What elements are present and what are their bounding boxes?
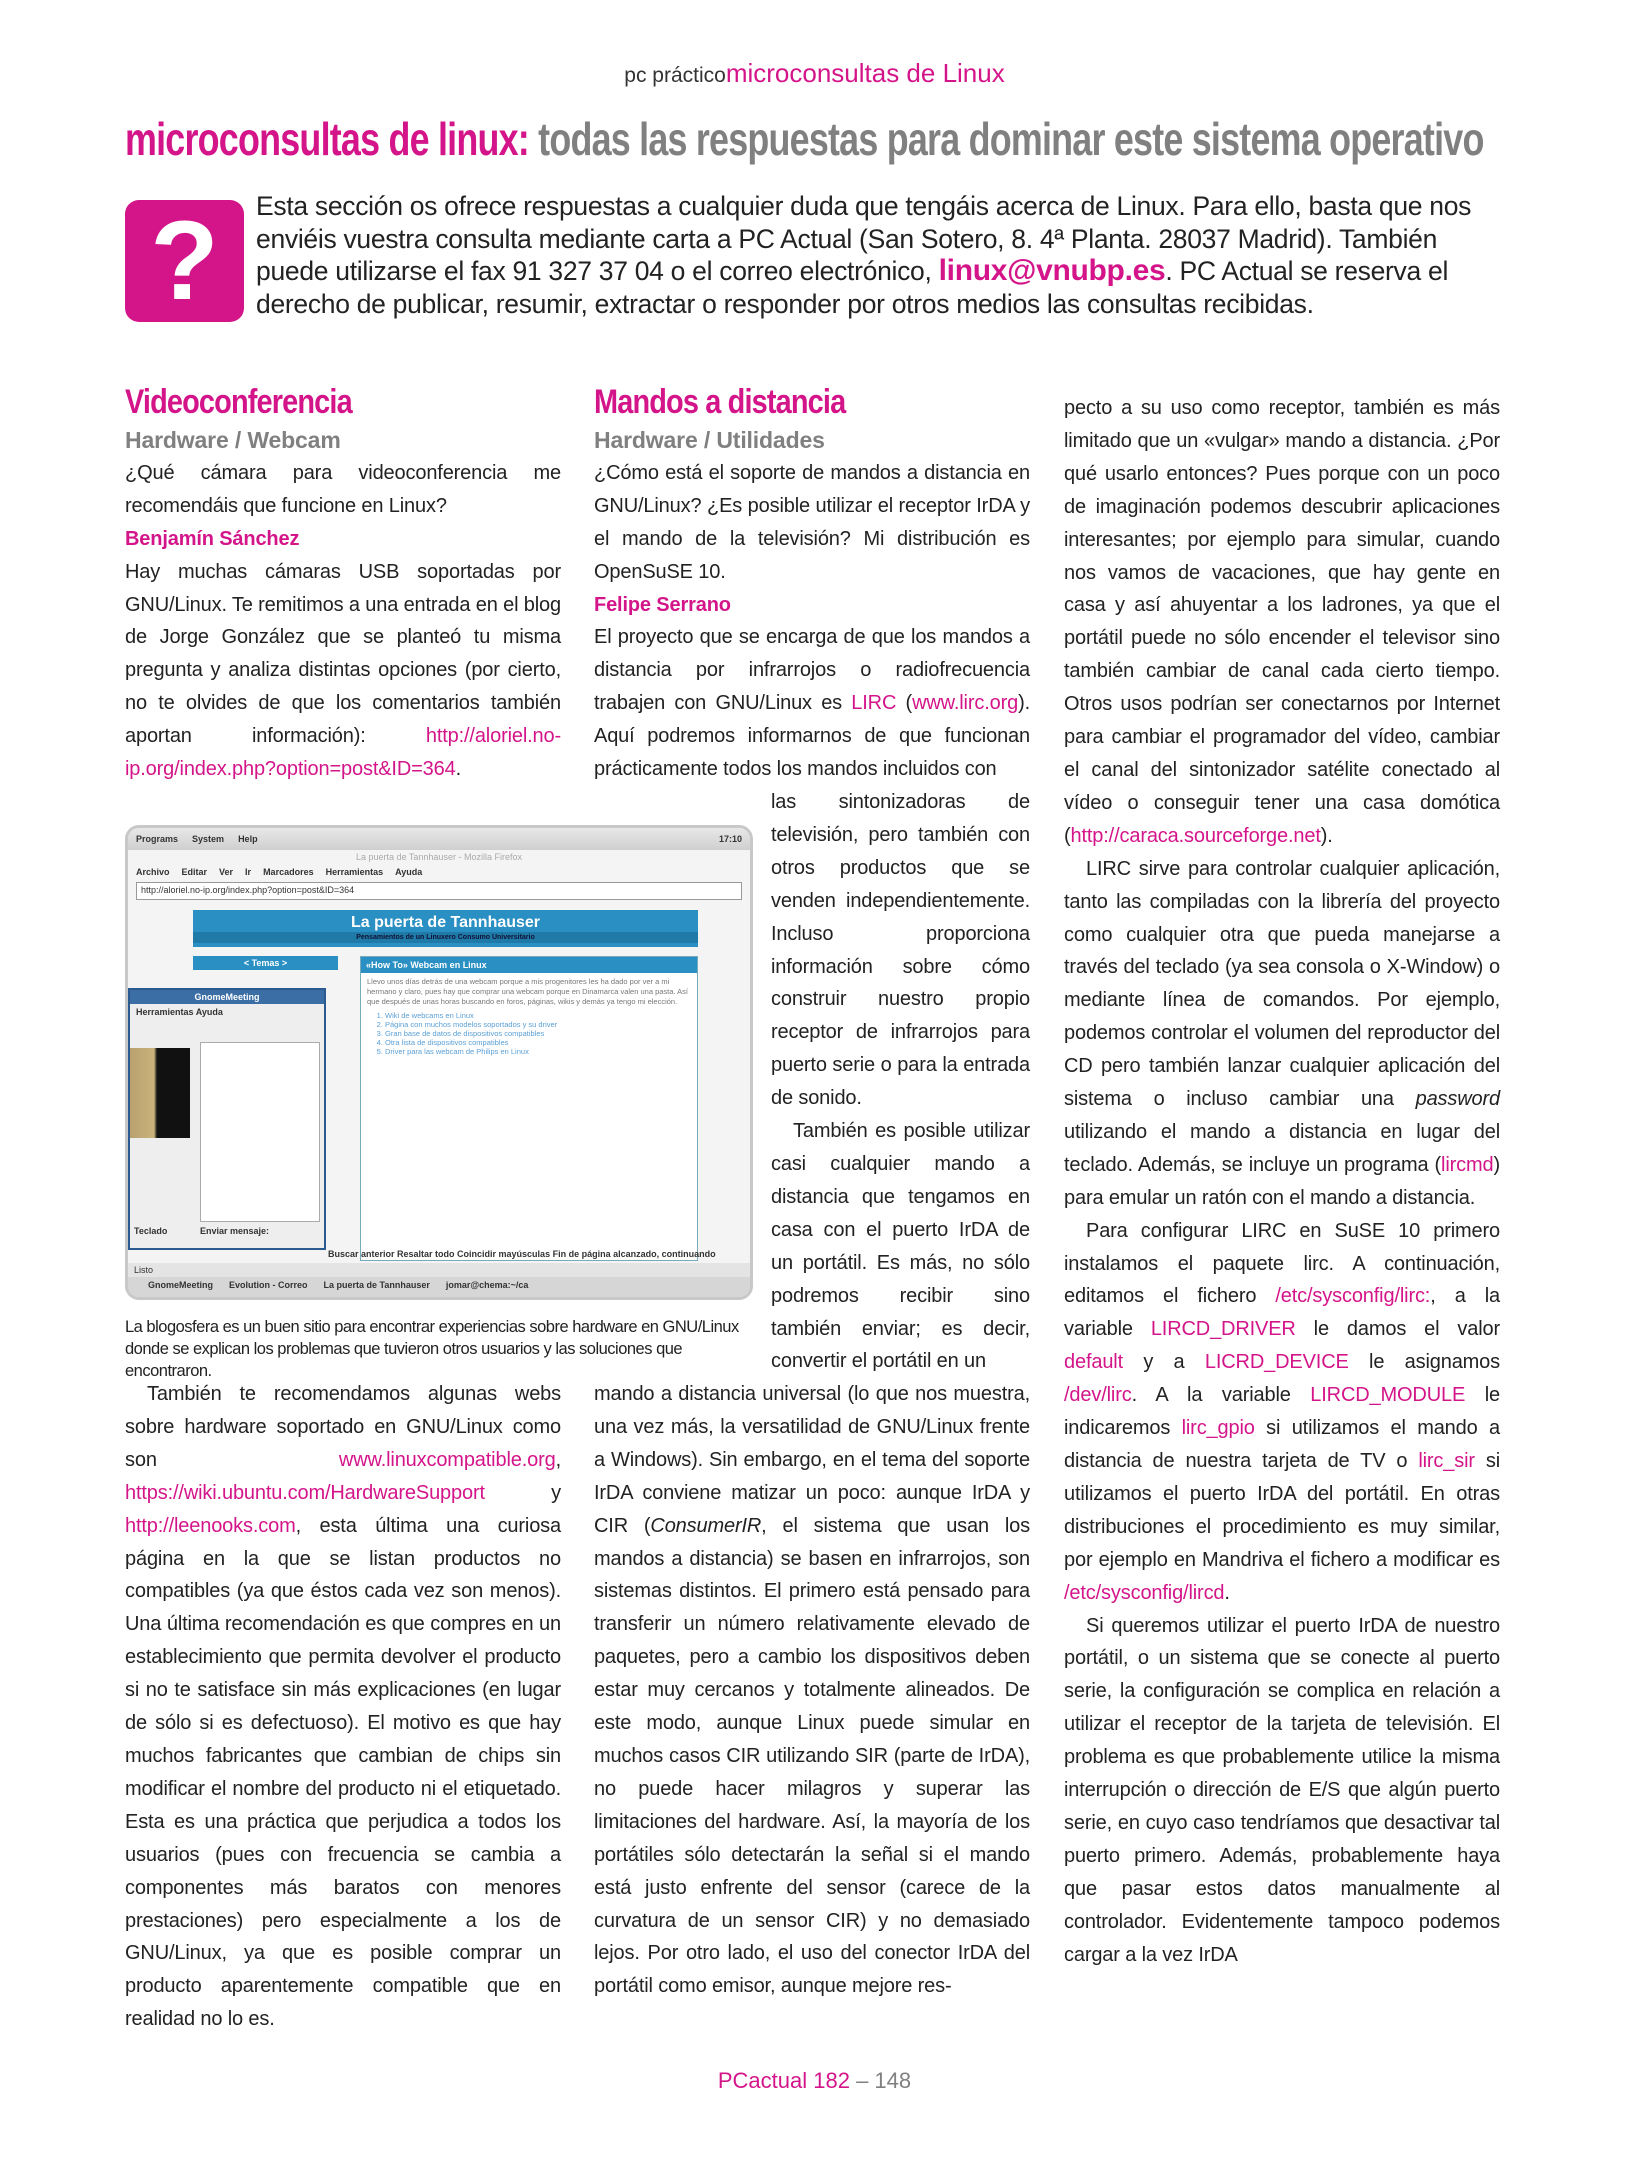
text: las sintonizadoras de televisión, pero también con otros productos que se venden independientemente. Incluso proporciona información sobre cómo construir nuestro propio receptor de infrarrojos para puerto serie o para la entrada de sonido. <box>771 791 1030 1110</box>
menu-item: Marcadores <box>263 867 314 877</box>
page-footer <box>0 2068 1629 2094</box>
text: ( <box>896 692 913 715</box>
post-link: 3. Gran base de datos de dispositivos compatibles <box>385 1029 697 1038</box>
text: También te recomendamos algunas webs sobre hardware soportado en GNU/Linux como son <box>125 1383 561 1471</box>
text: LIRC sirve para controlar cualquier aplicación, tanto las compiladas con la librería del proyecto como cualquier otra que pueda manejarse a través del teclado (ya sea consola o X-Window) o mediante línea de comandos. Por ejemplo, podemos controlar el volumen del reproductor del CD pero también lanzar cualquier aplicación del sistema o incluso cambiar una <box>1064 857 1500 1111</box>
menu-item: Ayuda <box>395 867 423 877</box>
section-heading <box>594 380 965 424</box>
post-link: 4. Otra lista de dispositivos compatibles <box>385 1038 697 1047</box>
gnomemeeting-window <box>128 988 326 1250</box>
blog-title: La puerta de Tannhauser <box>350 914 541 931</box>
question-text <box>594 457 1030 589</box>
text: . <box>455 758 461 781</box>
text: , esta última una curiosa página en la que se listan productos no compatibles (ya que éstos cada vez son menos). Una última recomendación es que compres en un establecimiento que permita devolver el producto si no te satisface sin más explicaciones (en lugar de sólo si es defectuoso). El motivo es que hay muchos fabricantes que cambian de chips sin modificar el nombre del producto ni el etiquetado. Esta es una práctica que perjudica a todos los usuarios (pues con frecuencia se cambia a componentes más baratos con menores prestaciones) pero especialmente a los de GNU/Linux, ya que es posible comprar un producto aparentemente compatible que en realidad no lo es. <box>125 1514 561 2031</box>
link[interactable]: http://caraca.sourceforge.net <box>1070 824 1321 847</box>
column-3 <box>1064 392 1500 1972</box>
window-title: La puerta de Tannhauser - Mozilla Firefox <box>356 852 522 862</box>
browser-menu <box>128 864 750 880</box>
side-title: < Temas > <box>193 956 338 970</box>
url-bar: http://aloriel.no-ip.org/index.php?option=post&ID=364 <box>136 882 742 900</box>
post-title: «How To» Webcam en Linux <box>361 957 697 973</box>
link[interactable]: LIRCD_DRIVER <box>1150 1318 1296 1341</box>
paragraph <box>1064 392 1500 853</box>
author-name <box>125 523 561 556</box>
section-subheading <box>594 424 1030 457</box>
text: le asignamos <box>1348 1351 1501 1374</box>
paragraph <box>125 556 561 786</box>
column-1-bottom <box>125 1378 561 2036</box>
task-item: GnomeMeeting <box>148 1280 214 1290</box>
running-head <box>0 58 1629 89</box>
link[interactable]: LIRCD_MODULE <box>1310 1384 1466 1407</box>
paragraph <box>594 1378 1030 2003</box>
section-heading <box>125 380 496 424</box>
column-2-top <box>594 380 1030 786</box>
text: Hardware / Webcam <box>125 427 341 453</box>
text: le damos el valor <box>1295 1318 1500 1341</box>
link[interactable]: lirc_gpio <box>1181 1417 1255 1440</box>
find-bar: Buscar anterior Resaltar todo Coincidir mayúsculas Fin de página alcanzado, continuando <box>328 1249 716 1259</box>
webcam-image <box>130 1048 190 1138</box>
text: y <box>484 1481 561 1504</box>
text: . A la variable <box>1131 1384 1311 1407</box>
post-link: 2. Página con muchos modelos soportados y su driver <box>385 1020 697 1029</box>
text: ¿Qué cámara para videoconferencia me recomendáis que funcione en Linux? <box>125 461 561 517</box>
author-name <box>594 589 1030 622</box>
link[interactable]: http://leenooks.com <box>125 1514 296 1537</box>
column-2-bottom <box>594 1378 1030 2003</box>
task-item: La puerta de Tannhauser <box>323 1280 430 1290</box>
text: utilizando el mando a distancia en lugar del teclado. Además, se incluye un programa ( <box>1064 1120 1500 1176</box>
text: , el sistema que usan los mandos a distancia) se basen en infrarrojos, son sistemas distintos. El primero está pensado para transferir un número relativamente elevado de paquetes, pero a cambio los dispositivos deben estar muy cercanos y totalmente alineados. De este modo, aunque Linux puede simular en muchos casos CIR utilizando SIR (parte de IrDA), no puede hacer milagros y superar las limitaciones del hardware. Así, la mayoría de los portátiles sólo detectarán la señal si el mando está justo enfrente del sensor (carece de la curvatura de un sensor CIR) y no demasiado lejos. Por otro lado, el uso del conector IrDA del portátil como emisor, aunque mejore res- <box>594 1514 1030 1998</box>
text: Videoconferencia <box>125 383 352 421</box>
taskbar <box>128 1277 750 1297</box>
topic-label: microconsultas de Linux <box>725 58 1005 88</box>
text: si utilizamos el mando a distancia de nuestra tarjeta de TV o <box>1064 1417 1500 1472</box>
gm-send-label: Enviar mensaje: <box>200 1226 270 1236</box>
desktop-screenshot <box>125 825 753 1300</box>
title-rest: todas las respuestas para dominar este sistema operativo <box>528 113 1484 165</box>
menu-item: Herramientas <box>325 867 384 877</box>
task-item: jomar@chema:~/ca <box>445 1280 529 1290</box>
text: le indicaremos <box>1064 1384 1500 1440</box>
question-mark-icon: ? <box>125 200 244 322</box>
link[interactable]: https://wiki.ubuntu.com/HardwareSupport <box>125 1481 485 1504</box>
gnome-panel <box>128 828 750 850</box>
chat-area <box>200 1042 320 1222</box>
text: Si queremos utilizar el puerto IrDA de nuestro portátil, o un sistema que se conecte al puerto serie, la configuración se complica en relación a utilizar el receptor de la tarjeta de televisión. El problema es que probablemente utilice la misma interrupción o dirección de E/S que algún puerto serie, en cuyo caso tendríamos que desactivar tal puerto primero. Además, probablemente haya que pasar estos datos manualmente al controlador. Evidentemente tampoco podemos cargar a la vez IrDA <box>1064 1614 1500 1966</box>
text: ). <box>1320 824 1333 847</box>
panel-menu: Programs <box>136 834 179 844</box>
paragraph <box>125 1378 561 2036</box>
menu-item: Ir <box>245 867 252 877</box>
page-title <box>125 112 1484 166</box>
link[interactable]: /etc/sysconfig/lircd <box>1064 1581 1225 1604</box>
intro-before: Esta sección os ofrece respuestas a cualquier duda que tengáis acerca de Linux. Para ello, basta que nos enviéis vuestra consulta mediante carta a PC Actual (San Sotero, 8. 4ª Planta. 28037 Madrid). También puede utilizarse el fax 91 327 37 04 o el correo electrónico, <box>256 191 1472 286</box>
email-link[interactable]: linux@vnubp.es <box>938 254 1166 287</box>
text: Hay muchas cámaras USB soportadas por GNU/Linux. Te remitimos a una entrada en el blog de Jorge González que se planteó tu misma pregunta y analiza distintas opciones (por cierto, no te olvides de que los comentarios también aportan información): <box>125 560 562 748</box>
link[interactable]: LICRD_DEVICE <box>1204 1351 1349 1374</box>
intro-text <box>256 190 1501 320</box>
post-text: Llevo unos días detrás de una webcam porque a mis progenitores les ha dado por ver a mi hermano y claro, pues hay que comprar una webcam porque en Dinamarca valen una pasta. Así que después de unas horas buscando en foros, páginas, wikis y demás ya tengo mi elección. <box>367 977 689 1006</box>
magazine-issue: PCactual 182 <box>717 2068 850 2093</box>
text: También es posible utilizar casi cualquier mando a distancia que tengamos en casa con el puerto IrDA de un portátil. Es más, no sólo podremos recibir sino también enviar; es decir, convertir el portátil en un <box>771 1120 1030 1373</box>
text: , a la variable <box>1064 1285 1500 1341</box>
link[interactable]: /etc/sysconfig/lirc: <box>1275 1285 1431 1308</box>
paragraph <box>1064 1610 1500 1972</box>
paragraph <box>594 621 1030 786</box>
page-number: – 148 <box>849 2068 912 2093</box>
blog-banner <box>193 910 698 947</box>
gm-menu: Herramientas Ayuda <box>136 1007 223 1017</box>
blog-subtitle: Pensamientos de un Linuxero Consumo Universitario <box>193 932 698 943</box>
text: Felipe Serrano <box>594 593 731 616</box>
title-highlight: microconsultas de linux: <box>125 113 529 165</box>
link[interactable]: /dev/lirc <box>1064 1384 1132 1407</box>
post-link: 5. Driver para las webcam de Philips en Linux <box>385 1047 697 1056</box>
section-subheading <box>125 424 561 457</box>
clock: 17:10 <box>718 834 742 844</box>
intro-after: . PC Actual se reserva el derecho de publicar, resumir, extractar o responder por otros medios las consultas recibidas. <box>256 256 1449 319</box>
text: Mandos a distancia <box>594 383 846 421</box>
menu-item: Editar <box>181 867 208 877</box>
link[interactable]: lirc_sir <box>1418 1450 1475 1472</box>
text: Para configurar LIRC en SuSE 10 primero instalamos el paquete lirc. A continuación, editamos el fichero <box>1064 1219 1500 1308</box>
link[interactable]: default <box>1064 1351 1123 1374</box>
paragraph <box>1064 853 1500 1215</box>
text: Hardware / Utilidades <box>594 427 825 453</box>
section-label: pc práctico <box>624 64 726 87</box>
status-bar: Listo <box>128 1263 750 1277</box>
text: si utilizamos el puerto IrDA del portátil. En otras distribuciones el procedimiento es muy similar, por ejemplo en Mandriva el fichero a modificar es <box>1064 1450 1500 1571</box>
emphasis: ConsumerIR <box>650 1514 762 1537</box>
paragraph <box>771 1115 1030 1378</box>
link[interactable]: www.lirc.org <box>912 692 1019 715</box>
paragraph <box>1064 1215 1500 1610</box>
link[interactable]: http://aloriel.no-ip.org/index.php?option=post&ID=364 <box>125 725 561 781</box>
text: ¿Cómo está el soporte de mandos a distancia en GNU/Linux? ¿Es posible utilizar el receptor IrDA y el mando de la televisión? Mi distribución es OpenSuSE 10. <box>594 461 1030 583</box>
link[interactable]: lircmd <box>1441 1153 1494 1176</box>
column-1-top <box>125 380 561 786</box>
panel-menu: System <box>192 834 225 844</box>
menu-item: Ver <box>219 867 234 877</box>
text: ) para emular un ratón con el mando a distancia. <box>1064 1153 1500 1209</box>
figure-caption: La blogosfera es un buen sitio para encontrar experiencias sobre hardware en GNU/Linux donde se explican los problemas que tuvieron otros usuarios y las soluciones que encontraron. <box>125 1318 739 1380</box>
blog-post <box>360 956 698 1261</box>
text: , <box>555 1448 561 1471</box>
text: Benjamín Sánchez <box>125 527 300 550</box>
gm-tab: Teclado <box>134 1226 168 1236</box>
paragraph <box>771 786 1030 1115</box>
emphasis: password <box>1415 1088 1500 1111</box>
column-2-wrap <box>771 786 1030 1378</box>
text: pecto a su uso como receptor, también es más limitado que un «vulgar» mando a distancia. ¿Por qué usarlo entonces? Pues porque con un poco de imaginación podemos descubrir aplicaciones interesantes; por ejemplo para simular, cuando nos vamos de vacaciones, que hay gente en casa y así ahuyentar a los ladrones, ya que el portátil puede no sólo encender el televisor sino también cambiar de canal cada cierto tiempo. Otros usos podrían ser conectarnos por Internet para cambiar el programador del vídeo, cambiar el canal del sintonizador satélite conectado al vídeo o conseguir tener una casa domótica ( <box>1064 397 1500 847</box>
text: El proyecto que se encarga de que los mandos a distancia por infrarrojos o radiofrecuencia trabajen con GNU/Linux es <box>594 626 1030 715</box>
gm-title: GnomeMeeting <box>130 990 324 1004</box>
task-item: Evolution - Correo <box>229 1280 308 1290</box>
text: ). Aquí podremos informarnos de que funcionan prácticamente todos los mandos incluidos con <box>594 692 1030 781</box>
post-link: 1. Wiki de webcams en Linux <box>385 1011 697 1020</box>
menu-item: Archivo <box>136 867 170 877</box>
link[interactable]: www.linuxcompatible.org <box>338 1448 556 1471</box>
text: mando a distancia universal (lo que nos muestra, una vez más, la versatilidad de GNU/Linux frente a Windows). Sin embargo, en el tema del soporte IrDA conviene matizar un poco: aunque IrDA y CIR ( <box>594 1383 1030 1537</box>
text: . <box>1224 1581 1230 1604</box>
text: y a <box>1123 1351 1205 1374</box>
link[interactable]: LIRC <box>851 692 897 715</box>
panel-menu: Help <box>238 834 258 844</box>
question-text <box>125 457 561 523</box>
